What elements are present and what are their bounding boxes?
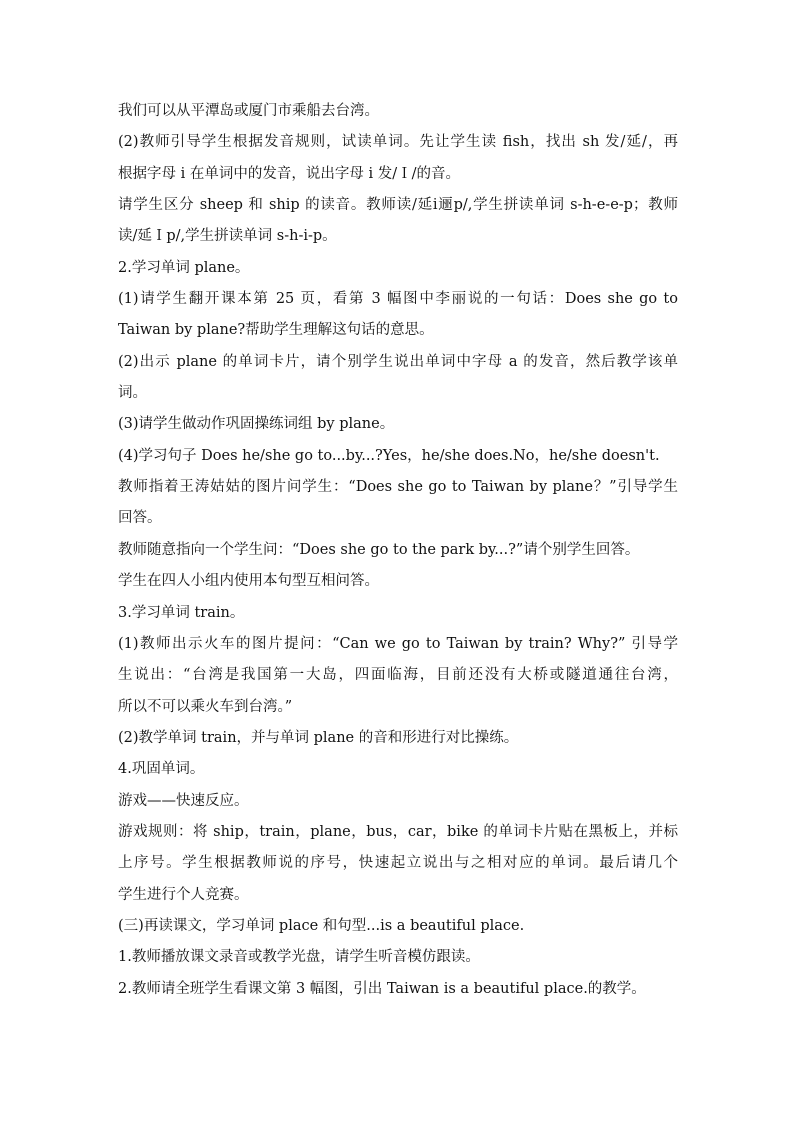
- text-line: 4.巩固单词。: [118, 761, 205, 778]
- text-line: (三)再读课文，学习单词 place 和句型...is a beautiful place.: [118, 917, 525, 934]
- text-line: 生说出：“台湾是我国第一大岛，四面临海，目前还没有大桥或隧道通往台湾，: [118, 667, 678, 684]
- text-line: 2.学习单词 plane。: [118, 259, 250, 276]
- text-line: (4)学习句子 Does he/she go to...by...?Yes，he/she does.No，he/she doesn't.: [118, 447, 660, 464]
- text-line: 所以不可以乘火车到台湾。”: [118, 698, 293, 715]
- text-line: 2.教师请全班学生看课文第 3 幅图，引出 Taiwan is a beautiful place.的教学。: [118, 980, 646, 997]
- document-body: [118, 96, 678, 1005]
- text-line: 1.教师播放课文录音或教学光盘，请学生听音模仿跟读。: [118, 949, 480, 966]
- text-line: (1)请学生翻开课本第 25 页，看第 3 幅图中李丽说的一句话：Does she go to: [118, 291, 678, 308]
- text-line: 根据字母 i 在单词中的发音，说出字母 i 发/Ｉ/的音。: [118, 165, 460, 182]
- text-line: 词。: [118, 385, 147, 402]
- text-line: 教师随意指向一个学生问：“Does she go to the park by...?”请个别学生回答。: [118, 541, 640, 558]
- text-line: 学生进行个人竞赛。: [118, 886, 249, 903]
- text-line: (2)出示 plane 的单词卡片，请个别学生说出单词中字母 a 的发音，然后教学该单: [118, 353, 678, 370]
- text-line: 游戏规则：将 ship，train，plane，bus，car，bike 的单词卡片贴在黑板上，并标: [118, 823, 678, 840]
- text-line: (3)请学生做动作巩固操练词组 by plane。: [118, 416, 395, 433]
- text-line: 学生在四人小组内使用本句型互相问答。: [118, 573, 379, 590]
- text-line: 请学生区分 sheep 和 ship 的读音。教师读/延i逦p/,学生拼读单词 s-h-e-e-p；教师: [118, 197, 678, 214]
- text-line: (2)教学单词 train，并与单词 plane 的音和形进行对比操练。: [118, 729, 519, 746]
- text-line: (1)教师出示火车的图片提问：“Can we go to Taiwan by train? Why?” 引导学: [118, 635, 678, 652]
- text-line: 教师指着王涛姑姑的图片问学生：“Does she go to Taiwan by plane？”引导学生: [118, 479, 678, 496]
- text-line: 游戏——快速反应。: [118, 792, 249, 809]
- text-line: 我们可以从平潭岛或厦门市乘船去台湾。: [118, 103, 379, 119]
- text-line: Taiwan by plane?帮助学生理解这句话的意思。: [118, 322, 434, 339]
- text-line: (2)教师引导学生根据发音规则，试读单词。先让学生读 fish，找出 sh 发/延/，再: [118, 134, 678, 151]
- text-line: 回答。: [118, 510, 162, 527]
- text-line: 3.学习单词 train。: [118, 604, 245, 621]
- text-line: 上序号。学生根据教师说的序号，快速起立说出与之相对应的单词。最后请几个: [118, 855, 678, 872]
- text-line: 读/延Ｉp/,学生拼读单词 s-h-i-p。: [118, 228, 337, 245]
